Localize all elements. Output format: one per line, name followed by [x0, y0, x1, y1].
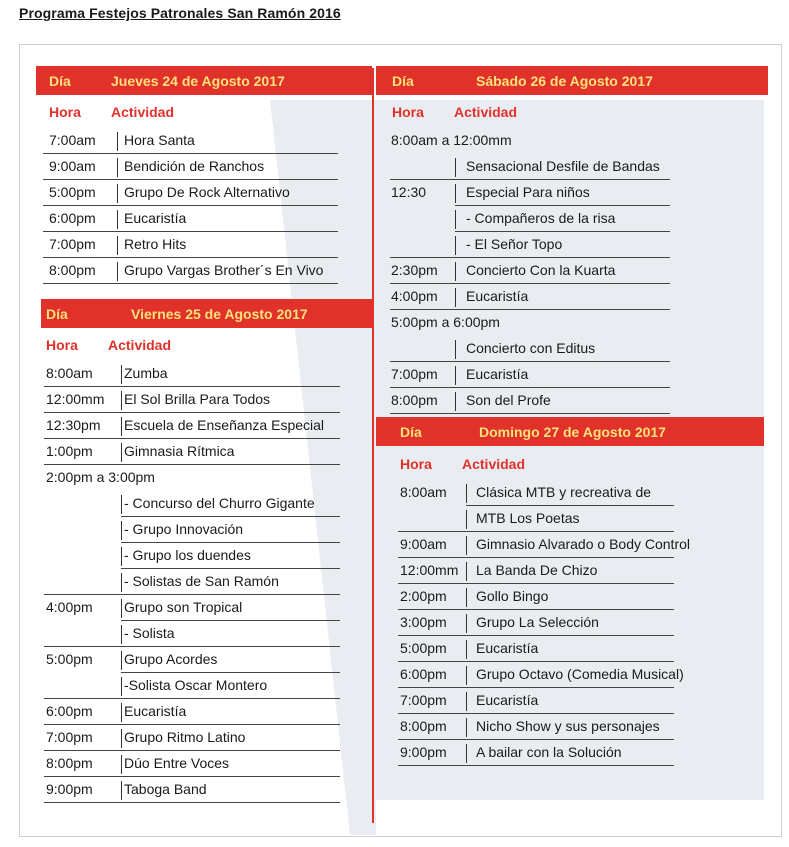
schedule-row — [20, 725, 372, 751]
row-underline — [44, 802, 340, 803]
row-separator — [121, 443, 122, 462]
actividad-heading: Actividad — [111, 104, 175, 120]
schedule-row — [376, 284, 764, 310]
row-separator — [121, 651, 122, 670]
schedule-row — [376, 128, 764, 154]
row-separator — [121, 521, 122, 540]
row-time: 6:00pm — [46, 703, 93, 719]
schedule-row — [376, 388, 764, 414]
row-activity: Eucaristía — [124, 210, 187, 226]
row-time: 4:00pm — [46, 599, 93, 615]
row-activity: - Solistas de San Ramón — [124, 573, 279, 589]
row-separator — [466, 666, 467, 685]
row-activity: Gollo Bingo — [476, 588, 549, 604]
schedule-row — [20, 387, 372, 413]
row-activity: Zumba — [124, 365, 168, 381]
row-separator — [121, 781, 122, 800]
day-date: Jueves 24 de Agosto 2017 — [111, 73, 285, 89]
actividad-heading: Actividad — [108, 337, 172, 353]
actividad-heading: Actividad — [454, 104, 518, 120]
schedule-row — [20, 673, 372, 699]
row-separator — [117, 262, 118, 281]
day-header — [376, 417, 764, 446]
schedule-row — [376, 310, 764, 336]
row-time: 2:30pm — [391, 262, 438, 278]
row-time: 5:00pm a 6:00pm — [391, 314, 500, 330]
row-separator — [455, 340, 456, 359]
schedule-row — [376, 206, 764, 232]
column-divider — [372, 68, 374, 823]
row-time: 7:00pm — [400, 692, 447, 708]
row-time: 8:00pm — [49, 262, 96, 278]
schedule-row — [376, 154, 764, 180]
row-separator — [455, 262, 456, 281]
row-activity: La Banda De Chizo — [476, 562, 598, 578]
row-time: 2:00pm a 3:00pm — [46, 469, 155, 485]
schedule-row — [20, 439, 372, 465]
schedule-row — [376, 506, 764, 532]
day-date: Viernes 25 de Agosto 2017 — [131, 306, 308, 322]
hora-heading: Hora — [46, 337, 78, 353]
row-time: 1:00pm — [46, 443, 93, 459]
row-separator — [455, 210, 456, 229]
row-time: 12:30 — [391, 184, 427, 200]
row-time: 12:00mm — [46, 391, 105, 407]
row-activity: Concierto con Editus — [466, 340, 596, 356]
day-header — [376, 66, 768, 95]
schedule-row — [20, 258, 372, 284]
row-activity: Taboga Band — [124, 781, 207, 797]
row-separator — [117, 236, 118, 255]
row-activity: Grupo son Tropical — [124, 599, 243, 615]
row-activity: Grupo Acordes — [124, 651, 218, 667]
row-separator — [455, 366, 456, 385]
row-separator — [117, 184, 118, 203]
row-time: 3:00pm — [400, 614, 447, 630]
schedule-row — [20, 180, 372, 206]
row-activity: -Solista Oscar Montero — [124, 677, 268, 693]
row-activity: Gimnasia Rítmica — [124, 443, 235, 459]
row-activity: Retro Hits — [124, 236, 187, 252]
day-header — [41, 299, 372, 328]
schedule-row — [20, 621, 372, 647]
row-time: 8:00pm — [46, 755, 93, 771]
row-activity: Grupo De Rock Alternativo — [124, 184, 290, 200]
row-time: 2:00pm — [400, 588, 447, 604]
row-activity: Gimnasio Alvarado o Body Control — [476, 536, 690, 552]
schedule-row — [376, 610, 764, 636]
schedule-row — [20, 206, 372, 232]
row-time: 5:00pm — [49, 184, 96, 200]
schedule-row — [376, 532, 764, 558]
row-time: 9:00am — [49, 158, 96, 174]
hora-heading: Hora — [400, 456, 432, 472]
day-label: Día — [49, 73, 71, 89]
schedule-row — [376, 362, 764, 388]
row-time: 7:00pm — [46, 729, 93, 745]
row-time: 8:00pm — [391, 392, 438, 408]
schedule-row — [20, 569, 372, 595]
schedule-row — [20, 465, 372, 491]
row-activity: A bailar con la Solución — [476, 744, 622, 760]
row-time: 7:00pm — [49, 236, 96, 252]
row-separator — [121, 625, 122, 644]
row-separator — [455, 184, 456, 203]
row-activity: Dúo Entre Voces — [124, 755, 230, 771]
row-time: 9:00pm — [46, 781, 93, 797]
schedule-row — [376, 688, 764, 714]
row-activity: - Compañeros de la risa — [466, 210, 616, 226]
day-label: Día — [400, 424, 422, 440]
row-underline — [398, 765, 674, 766]
row-activity: Clásica MTB y recreativa de — [476, 484, 652, 500]
document-title: Programa Festejos Patronales San Ramón 2016 — [19, 5, 341, 21]
day-date: Sábado 26 de Agosto 2017 — [476, 73, 653, 89]
actividad-heading: Actividad — [462, 456, 526, 472]
row-separator — [121, 677, 122, 696]
row-separator — [466, 484, 467, 503]
schedule-row — [20, 232, 372, 258]
row-separator — [455, 236, 456, 255]
row-separator — [121, 729, 122, 748]
row-time: 8:00am — [46, 365, 93, 381]
schedule-row — [376, 258, 764, 284]
schedule-row — [376, 714, 764, 740]
row-activity: Especial Para niños — [466, 184, 590, 200]
row-time: 6:00pm — [49, 210, 96, 226]
row-activity: Eucaristía — [124, 703, 187, 719]
row-separator — [466, 536, 467, 555]
row-separator — [121, 703, 122, 722]
row-time: 12:30pm — [46, 417, 101, 433]
schedule-row — [20, 777, 372, 803]
schedule-frame — [19, 44, 782, 837]
schedule-row — [376, 662, 764, 688]
schedule-row — [376, 636, 764, 662]
row-separator — [121, 365, 122, 384]
row-separator — [121, 599, 122, 618]
row-separator — [117, 210, 118, 229]
row-underline — [390, 413, 670, 414]
day-label: Día — [46, 306, 68, 322]
schedule-row — [20, 699, 372, 725]
row-time: 4:00pm — [391, 288, 438, 304]
row-time: 12:00mm — [400, 562, 459, 578]
schedule-row — [20, 595, 372, 621]
row-time: 7:00am — [49, 132, 96, 148]
row-activity: Eucaristía — [466, 366, 529, 382]
schedule-row — [376, 584, 764, 610]
row-separator — [466, 692, 467, 711]
row-activity: Concierto Con la Kuarta — [466, 262, 616, 278]
row-underline — [43, 283, 338, 284]
row-activity: Eucaristía — [466, 288, 529, 304]
row-separator — [121, 391, 122, 410]
schedule-row — [20, 751, 372, 777]
day-header — [36, 66, 372, 95]
row-separator — [455, 158, 456, 177]
row-separator — [466, 588, 467, 607]
row-activity: Grupo Ritmo Latino — [124, 729, 246, 745]
row-time: 9:00pm — [400, 744, 447, 760]
row-activity: - Grupo los duendes — [124, 547, 251, 563]
row-activity: MTB Los Poetas — [476, 510, 580, 526]
schedule-row — [20, 413, 372, 439]
schedule-row — [376, 232, 764, 258]
row-time: 8:00pm — [400, 718, 447, 734]
row-separator — [121, 755, 122, 774]
day-label: Día — [392, 73, 414, 89]
row-separator — [466, 744, 467, 763]
schedule-row — [20, 154, 372, 180]
row-activity: Son del Profe — [466, 392, 551, 408]
row-activity: - Concurso del Churro Gigante — [124, 495, 315, 511]
row-time: 5:00pm — [46, 651, 93, 667]
schedule-row — [376, 180, 764, 206]
row-time: 8:00am — [400, 484, 447, 500]
row-separator — [117, 132, 118, 151]
row-activity: - El Señor Topo — [466, 236, 563, 252]
row-activity: - Solista — [124, 625, 175, 641]
row-activity: Grupo La Selección — [476, 614, 599, 630]
row-activity: Eucaristía — [476, 692, 539, 708]
hora-heading: Hora — [392, 104, 424, 120]
row-activity: Grupo Octavo (Comedia Musical) — [476, 666, 684, 682]
row-activity: Nicho Show y sus personajes — [476, 718, 660, 734]
row-separator — [466, 640, 467, 659]
row-separator — [121, 417, 122, 436]
row-activity: Eucaristía — [476, 640, 539, 656]
row-separator — [466, 614, 467, 633]
schedule-row — [376, 480, 764, 506]
schedule-row — [20, 647, 372, 673]
schedule-row — [20, 361, 372, 387]
schedule-row — [20, 543, 372, 569]
row-activity: Bendición de Ranchos — [124, 158, 265, 174]
row-activity: Hora Santa — [124, 132, 195, 148]
row-activity: - Grupo Innovación — [124, 521, 244, 537]
hora-heading: Hora — [49, 104, 81, 120]
schedule-row — [376, 558, 764, 584]
row-activity: Grupo Vargas Brother´s En Vivo — [124, 262, 324, 278]
row-time: 9:00am — [400, 536, 447, 552]
row-activity: El Sol Brilla Para Todos — [124, 391, 271, 407]
row-separator — [455, 392, 456, 411]
row-separator — [466, 718, 467, 737]
row-separator — [121, 547, 122, 566]
row-separator — [455, 288, 456, 307]
schedule-row — [20, 517, 372, 543]
row-separator — [121, 495, 122, 514]
schedule-row — [376, 740, 764, 766]
schedule-row — [376, 336, 764, 362]
row-time: 8:00am a 12:00mm — [391, 132, 512, 148]
row-activity: Sensacional Desfile de Bandas — [466, 158, 660, 174]
row-time: 7:00pm — [391, 366, 438, 382]
schedule-row — [20, 491, 372, 517]
row-time: 6:00pm — [400, 666, 447, 682]
row-separator — [466, 510, 467, 529]
schedule-row — [20, 128, 372, 154]
row-separator — [466, 562, 467, 581]
day-date: Domingo 27 de Agosto 2017 — [479, 424, 666, 440]
row-separator — [117, 158, 118, 177]
row-activity: Escuela de Enseñanza Especial — [124, 417, 325, 433]
row-time: 5:00pm — [400, 640, 447, 656]
row-separator — [121, 573, 122, 592]
